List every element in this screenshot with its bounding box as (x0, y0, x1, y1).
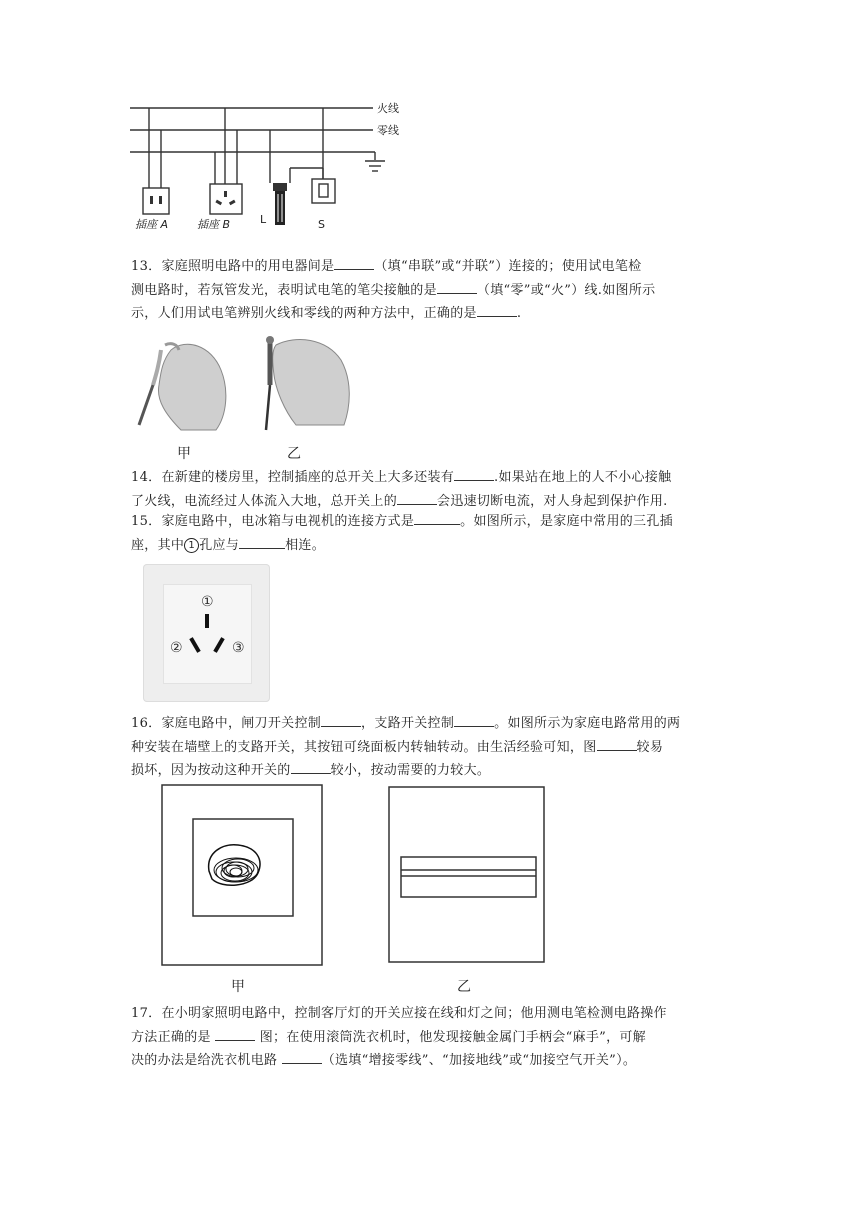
test-pen-photo-jia (131, 330, 231, 435)
q13-line-1: 13．家庭照明电路中的用电器间是 （填“串联”或“并联”）连接的；使用试电笔检 (131, 255, 731, 279)
answer-blank[interactable] (597, 736, 637, 751)
figure-caption-yi: 乙 (287, 446, 301, 462)
question-16 (131, 712, 731, 783)
q17-line-3: 决的办法是给洗衣机电路 （选填“增接零线”、“加接地线”或“加接空气开关”）。 (131, 1049, 731, 1073)
switch-drawing-jia (160, 783, 325, 968)
q14-line-1: 14．在新建的楼房里，控制插座的总开关上大多还装有 .如果站在地上的人不小心接触 (131, 466, 731, 490)
circuit-diagram (125, 98, 415, 238)
neutral-line-label: 零线 (377, 124, 399, 137)
q16-line-3: 损坏，因为按动这种开关的 较小，按动需要的力较大。 (131, 759, 731, 783)
figure-caption-jia: 甲 (177, 446, 191, 462)
test-pen-photo-yi (256, 330, 356, 435)
hole-1-label: ① (201, 594, 214, 610)
answer-blank[interactable] (454, 712, 494, 727)
figure-caption-yi: 乙 (457, 979, 471, 995)
q17-line-1: 17．在小明家照明电路中，控制客厅灯的开关应接在线和灯之间；他用测电笔检测电路操作 (131, 1006, 667, 1021)
answer-blank[interactable] (454, 466, 494, 481)
q15-line-2: 座，其中 1 孔应与 相连。 (131, 534, 731, 558)
circled-number-1: 1 (184, 538, 199, 553)
answer-blank[interactable] (477, 302, 517, 317)
answer-blank[interactable] (437, 279, 477, 294)
switch-drawing-yi (387, 785, 547, 965)
q13-line-2: 测电路时，若氖管发光，表明试电笔的笔尖接触的是 （填“零”或“火”）线.如图所示 (131, 279, 731, 303)
answer-blank[interactable] (291, 759, 331, 774)
socket-b-label: 插座 B (197, 218, 231, 231)
answer-blank[interactable] (334, 255, 374, 270)
lamp-label: L (260, 213, 267, 226)
answer-blank[interactable] (321, 712, 361, 727)
question-15 (131, 510, 731, 557)
socket-a-label: 插座 A (135, 218, 169, 231)
answer-blank[interactable] (414, 510, 460, 525)
q16-line-2: 种安装在墙壁上的支路开关，其按钮可绕面板内转轴转动。由生活经验可知，图 较易 (131, 736, 731, 760)
q15-line-1: 15．家庭电路中，电冰箱与电视机的连接方式是 。如图所示，是家庭中常用的三孔插 (131, 510, 731, 534)
question-17 (131, 1003, 731, 1073)
switch-label: S (318, 218, 325, 231)
answer-blank[interactable] (215, 1026, 255, 1041)
q17-line-2: 方法正确的是 图；在使用滚筒洗衣机时，他发现接触金属门手柄会“麻手”，可解 (131, 1026, 731, 1050)
question-13 (131, 255, 731, 326)
q14-line-2: 了火线，电流经过人体流入大地，总开关上的 会迅速切断电流，对人身起到保护作用. (131, 490, 731, 514)
q16-line-1: 16．家庭电路中，闸刀开关控制 ，支路开关控制 。如图所示为家庭电路常用的两 (131, 712, 731, 736)
figure-caption-jia: 甲 (231, 979, 245, 995)
answer-blank[interactable] (397, 490, 437, 505)
answer-blank[interactable] (239, 534, 285, 549)
answer-blank[interactable] (282, 1049, 322, 1064)
q13-line-3: 示，人们用试电笔辨别火线和零线的两种方法中，正确的是 . (131, 302, 731, 326)
fire-line-label: 火线 (377, 102, 399, 115)
hole-3-label: ③ (232, 640, 245, 656)
hole-2-label: ② (170, 640, 183, 656)
question-14 (131, 466, 731, 513)
three-hole-socket-photo (143, 564, 270, 702)
